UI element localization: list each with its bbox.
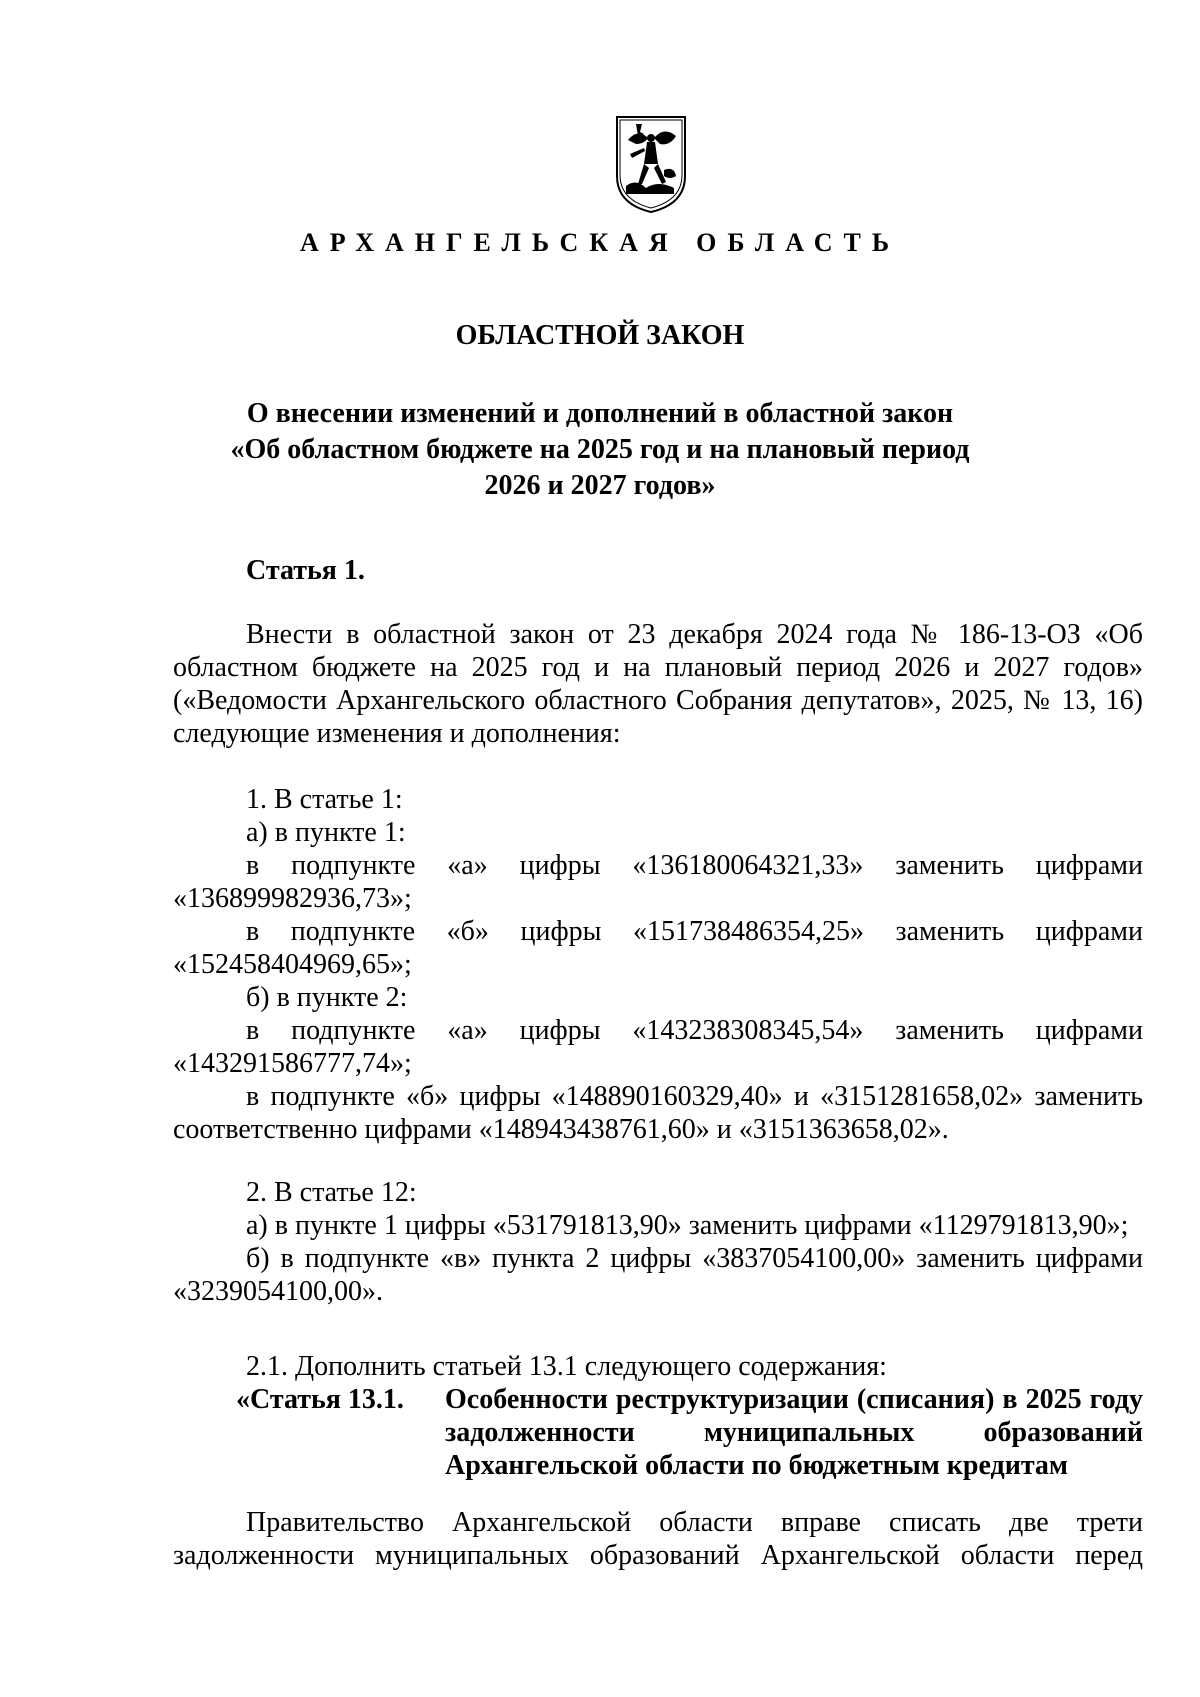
title-line: «Об областном бюджете на 2025 год и на плановый период	[230, 434, 970, 465]
article-body	[173, 618, 1143, 1146]
amendment-line: в подпункте «б» цифры «151738486354,25» заменить цифрами	[246, 916, 1143, 947]
amendment-line: в подпункте «а» цифры «143238308345,54» заменить цифрами	[246, 1015, 1143, 1046]
item-2-1	[173, 1350, 1143, 1482]
amendment-line: «143291586777,74»;	[173, 1048, 412, 1079]
document-type: ОБЛАСТНОЙ ЗАКОН	[455, 320, 745, 351]
amendment-paragraph: б) в подпункте «в» пункта 2 цифры «3837054100,00» заменить цифрами «3239054100,00».	[173, 1243, 1143, 1307]
item-heading: 2.1. Дополнить статьей 13.1 следующего содержания:	[246, 1351, 887, 1382]
item-heading: 1. В статье 1:	[246, 784, 403, 815]
amendment-paragraph: в подпункте «б» цифры «148890160329,40» и «3151281658,02» заменить соответственно цифрами «148943438761,60» и «3151363658,02».	[173, 1081, 1143, 1145]
amendment-line: «152458404969,65»;	[173, 949, 412, 980]
coat-of-arms-icon	[614, 114, 688, 214]
new-article-heading	[173, 1383, 1143, 1482]
subitem-heading: а) в пункте 1:	[246, 817, 406, 848]
new-article-title: Особенности реструктуризации (списания) в 2025 году задолженности муниципальных образований Архангельской области по бюджетным кредитам	[445, 1384, 1143, 1481]
amendment-paragraph: а) в пункте 1 цифры «531791813,90» заменить цифрами «1129791813,90»;	[246, 1210, 1129, 1241]
new-article-label: «Статья 13.1.	[236, 1384, 404, 1415]
item-2	[173, 1176, 1143, 1308]
article-heading: Статья 1.	[246, 555, 365, 586]
subitem-heading: б) в пункте 2:	[246, 982, 408, 1013]
new-article-body	[173, 1506, 1143, 1572]
intro-paragraph: Внести в областной закон от 23 декабря 2024 года № 186-13-ОЗ «Об областном бюджете на 2025 год и на плановый период 2026 и 2027 годов» («Ведомости Архангельского областного Собрания депутатов», 2025, № 13, 16) следующие изменения и дополнения:	[173, 619, 1143, 749]
item-heading: 2. В статье 12:	[246, 1177, 417, 1208]
document-title	[150, 396, 1050, 504]
title-line: О внесении изменений и дополнений в областной закон	[246, 398, 954, 429]
new-article-paragraph: Правительство Архангельской области вправе списать две трети задолженности муниципальных образований Архангельской области перед	[173, 1507, 1143, 1571]
amendment-line: в подпункте «а» цифры «136180064321,33» заменить цифрами	[246, 850, 1143, 881]
region-name: АРХАНГЕЛЬСКАЯ ОБЛАСТЬ	[299, 228, 901, 257]
title-line: 2026 и 2027 годов»	[484, 470, 716, 501]
amendment-line: «136899982936,73»;	[173, 883, 412, 914]
